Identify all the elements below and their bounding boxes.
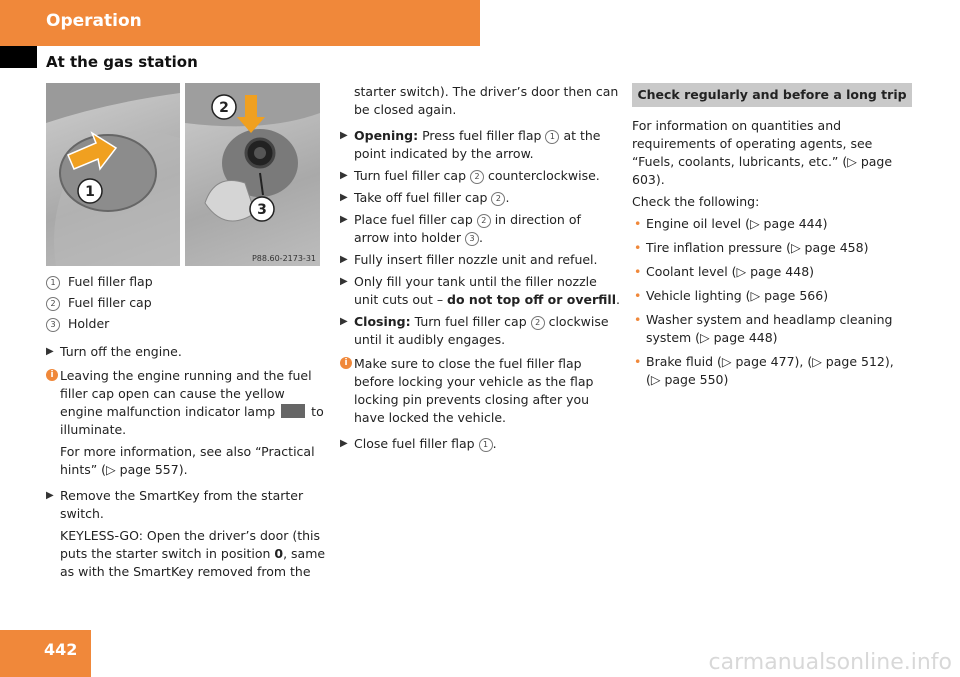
check-item (632, 287, 912, 305)
warning-text: do not top off or overfill (447, 292, 616, 307)
arrow-bullet-icon: ▶ (340, 316, 348, 327)
dot-bullet-icon: • (634, 240, 642, 255)
dot-bullet-icon: • (634, 288, 642, 303)
info-note (340, 355, 620, 427)
arrow-bullet-icon: ▶ (340, 438, 348, 449)
step-item (340, 167, 620, 185)
arrow-bullet-icon: ▶ (340, 276, 348, 287)
step-item (340, 435, 620, 453)
figure-marker-2: 2 (219, 100, 229, 116)
text: . (505, 190, 510, 205)
callout-number: 3 (46, 318, 60, 332)
callout-number: 3 (465, 232, 479, 246)
watermark: carmanualsonline.info (708, 650, 952, 675)
check-item-text: Brake fluid (▷ page 477), (▷ page 512), (▷ page 550) (646, 354, 894, 387)
callout-number: 2 (477, 214, 491, 228)
info-icon: i (340, 357, 352, 369)
legend-item (46, 294, 326, 312)
step-text: Remove the SmartKey from the starter switch. (60, 488, 304, 521)
step-item (340, 273, 620, 309)
dot-bullet-icon: • (634, 312, 642, 327)
step-item (340, 313, 620, 349)
check-item (632, 215, 912, 233)
text: Turn fuel filler cap (410, 314, 531, 329)
text: . (616, 292, 620, 307)
info-text: Make sure to close the fuel filler flap before locking your vehicle as the flap locking pin prevents closing after you have locked the vehicle. (354, 356, 594, 425)
info-icon: i (46, 369, 58, 381)
arrow-bullet-icon: ▶ (340, 170, 348, 181)
fuel-cap-illustration (185, 83, 320, 266)
section-title: Operation (46, 11, 142, 31)
info-more: For more information, see also “Practical hints” (▷ page 557). (60, 444, 315, 477)
step-text: Turn off the engine. (60, 344, 182, 359)
text: counterclockwise. (484, 168, 600, 183)
fuel-cap-photo (185, 83, 320, 266)
legend-item (46, 315, 326, 333)
check-item (632, 239, 912, 257)
step-item (340, 127, 620, 163)
legend-label: Fuel filler flap (68, 274, 153, 289)
info-text: to illuminate. (60, 404, 324, 437)
callout-number: 1 (479, 438, 493, 452)
column-right (632, 83, 912, 395)
callout-number: 1 (46, 276, 60, 290)
text: . (479, 230, 483, 245)
legend-item (46, 273, 326, 291)
check-item-text: Engine oil level (▷ page 444) (646, 216, 828, 231)
arrow-bullet-icon: ▶ (46, 490, 54, 501)
text: Fully insert filler nozzle unit and refuel. (354, 252, 598, 267)
callout-number: 2 (470, 170, 484, 184)
check-item (632, 311, 912, 347)
figure-legend (46, 273, 326, 333)
dot-bullet-icon: • (634, 354, 642, 369)
callout-number: 2 (491, 192, 505, 206)
text: , same as with the SmartKey removed from the (60, 546, 326, 579)
step-item (340, 211, 620, 247)
text: . (492, 436, 497, 451)
text: Turn fuel filler cap (354, 168, 470, 183)
step-label: Closing: (354, 314, 411, 329)
figure-code: P88.60-2173-31 (251, 254, 316, 263)
figure-marker-1: 1 (85, 184, 95, 200)
engine-warning-icon (281, 404, 305, 418)
intro-text: For information on quantities and requirements of operating agents, see “Fuels, coolants, lubricants, etc.” (▷ page 603). (632, 118, 893, 187)
legend-label: Fuel filler cap (68, 295, 152, 310)
check-item (632, 263, 912, 281)
header-marker (0, 46, 37, 68)
figure-marker-3: 3 (257, 202, 267, 218)
text: Only fill your tank until the filler nozzle unit cuts out – (354, 274, 597, 307)
arrow-bullet-icon: ▶ (340, 130, 348, 141)
keyless-note (46, 527, 326, 581)
fuel-flap-photo (46, 83, 180, 266)
page-subtitle: At the gas station (46, 53, 198, 71)
check-item-text: Coolant level (▷ page 448) (646, 264, 815, 279)
position-value: 0 (274, 546, 284, 561)
arrow-bullet-icon: ▶ (340, 192, 348, 203)
check-item-text: Tire inflation pressure (▷ page 458) (646, 240, 869, 255)
info-text: Leaving the engine running and the fuel filler cap open can cause the yellow engine malfunction indicator lamp (60, 368, 312, 419)
dot-bullet-icon: • (634, 264, 642, 279)
info-note (46, 367, 326, 479)
text: Close fuel filler flap (354, 436, 479, 451)
text: Place fuel filler cap (354, 212, 477, 227)
fuel-flap-illustration (46, 83, 180, 266)
text: Press fuel filler flap (418, 128, 546, 143)
step-item (340, 189, 620, 207)
text: at the point indicated by the arrow. (354, 128, 601, 161)
check-heading: Check the following: (632, 194, 760, 209)
check-item-text: Washer system and headlamp cleaning system (▷ page 448) (646, 312, 893, 345)
arrow-bullet-icon: ▶ (340, 214, 348, 225)
text: in direction of arrow into holder (354, 212, 581, 245)
text: Take off fuel filler cap (354, 190, 492, 205)
step-item (46, 487, 326, 523)
continued-text: starter switch). The driver’s door then can be closed again. (354, 84, 619, 117)
step-item (340, 251, 620, 269)
arrow-bullet-icon: ▶ (340, 254, 348, 265)
column-middle (340, 83, 620, 457)
check-item-text: Vehicle lighting (▷ page 566) (646, 288, 829, 303)
column-left (46, 273, 326, 585)
text: KEYLESS-GO: Open the driver’s door (this puts the starter switch in position (60, 528, 321, 561)
dot-bullet-icon: • (634, 216, 642, 231)
legend-label: Holder (68, 316, 110, 331)
check-item (632, 353, 912, 389)
callout-number: 1 (545, 130, 559, 144)
step-item (46, 343, 326, 361)
text: clockwise until it audibly engages. (354, 314, 609, 347)
page-number: 442 (44, 640, 78, 659)
arrow-bullet-icon: ▶ (46, 346, 54, 357)
section-banner: Check regularly and before a long trip (632, 83, 912, 107)
callout-number: 2 (46, 297, 60, 311)
callout-number: 2 (531, 316, 545, 330)
step-label: Opening: (354, 128, 419, 143)
